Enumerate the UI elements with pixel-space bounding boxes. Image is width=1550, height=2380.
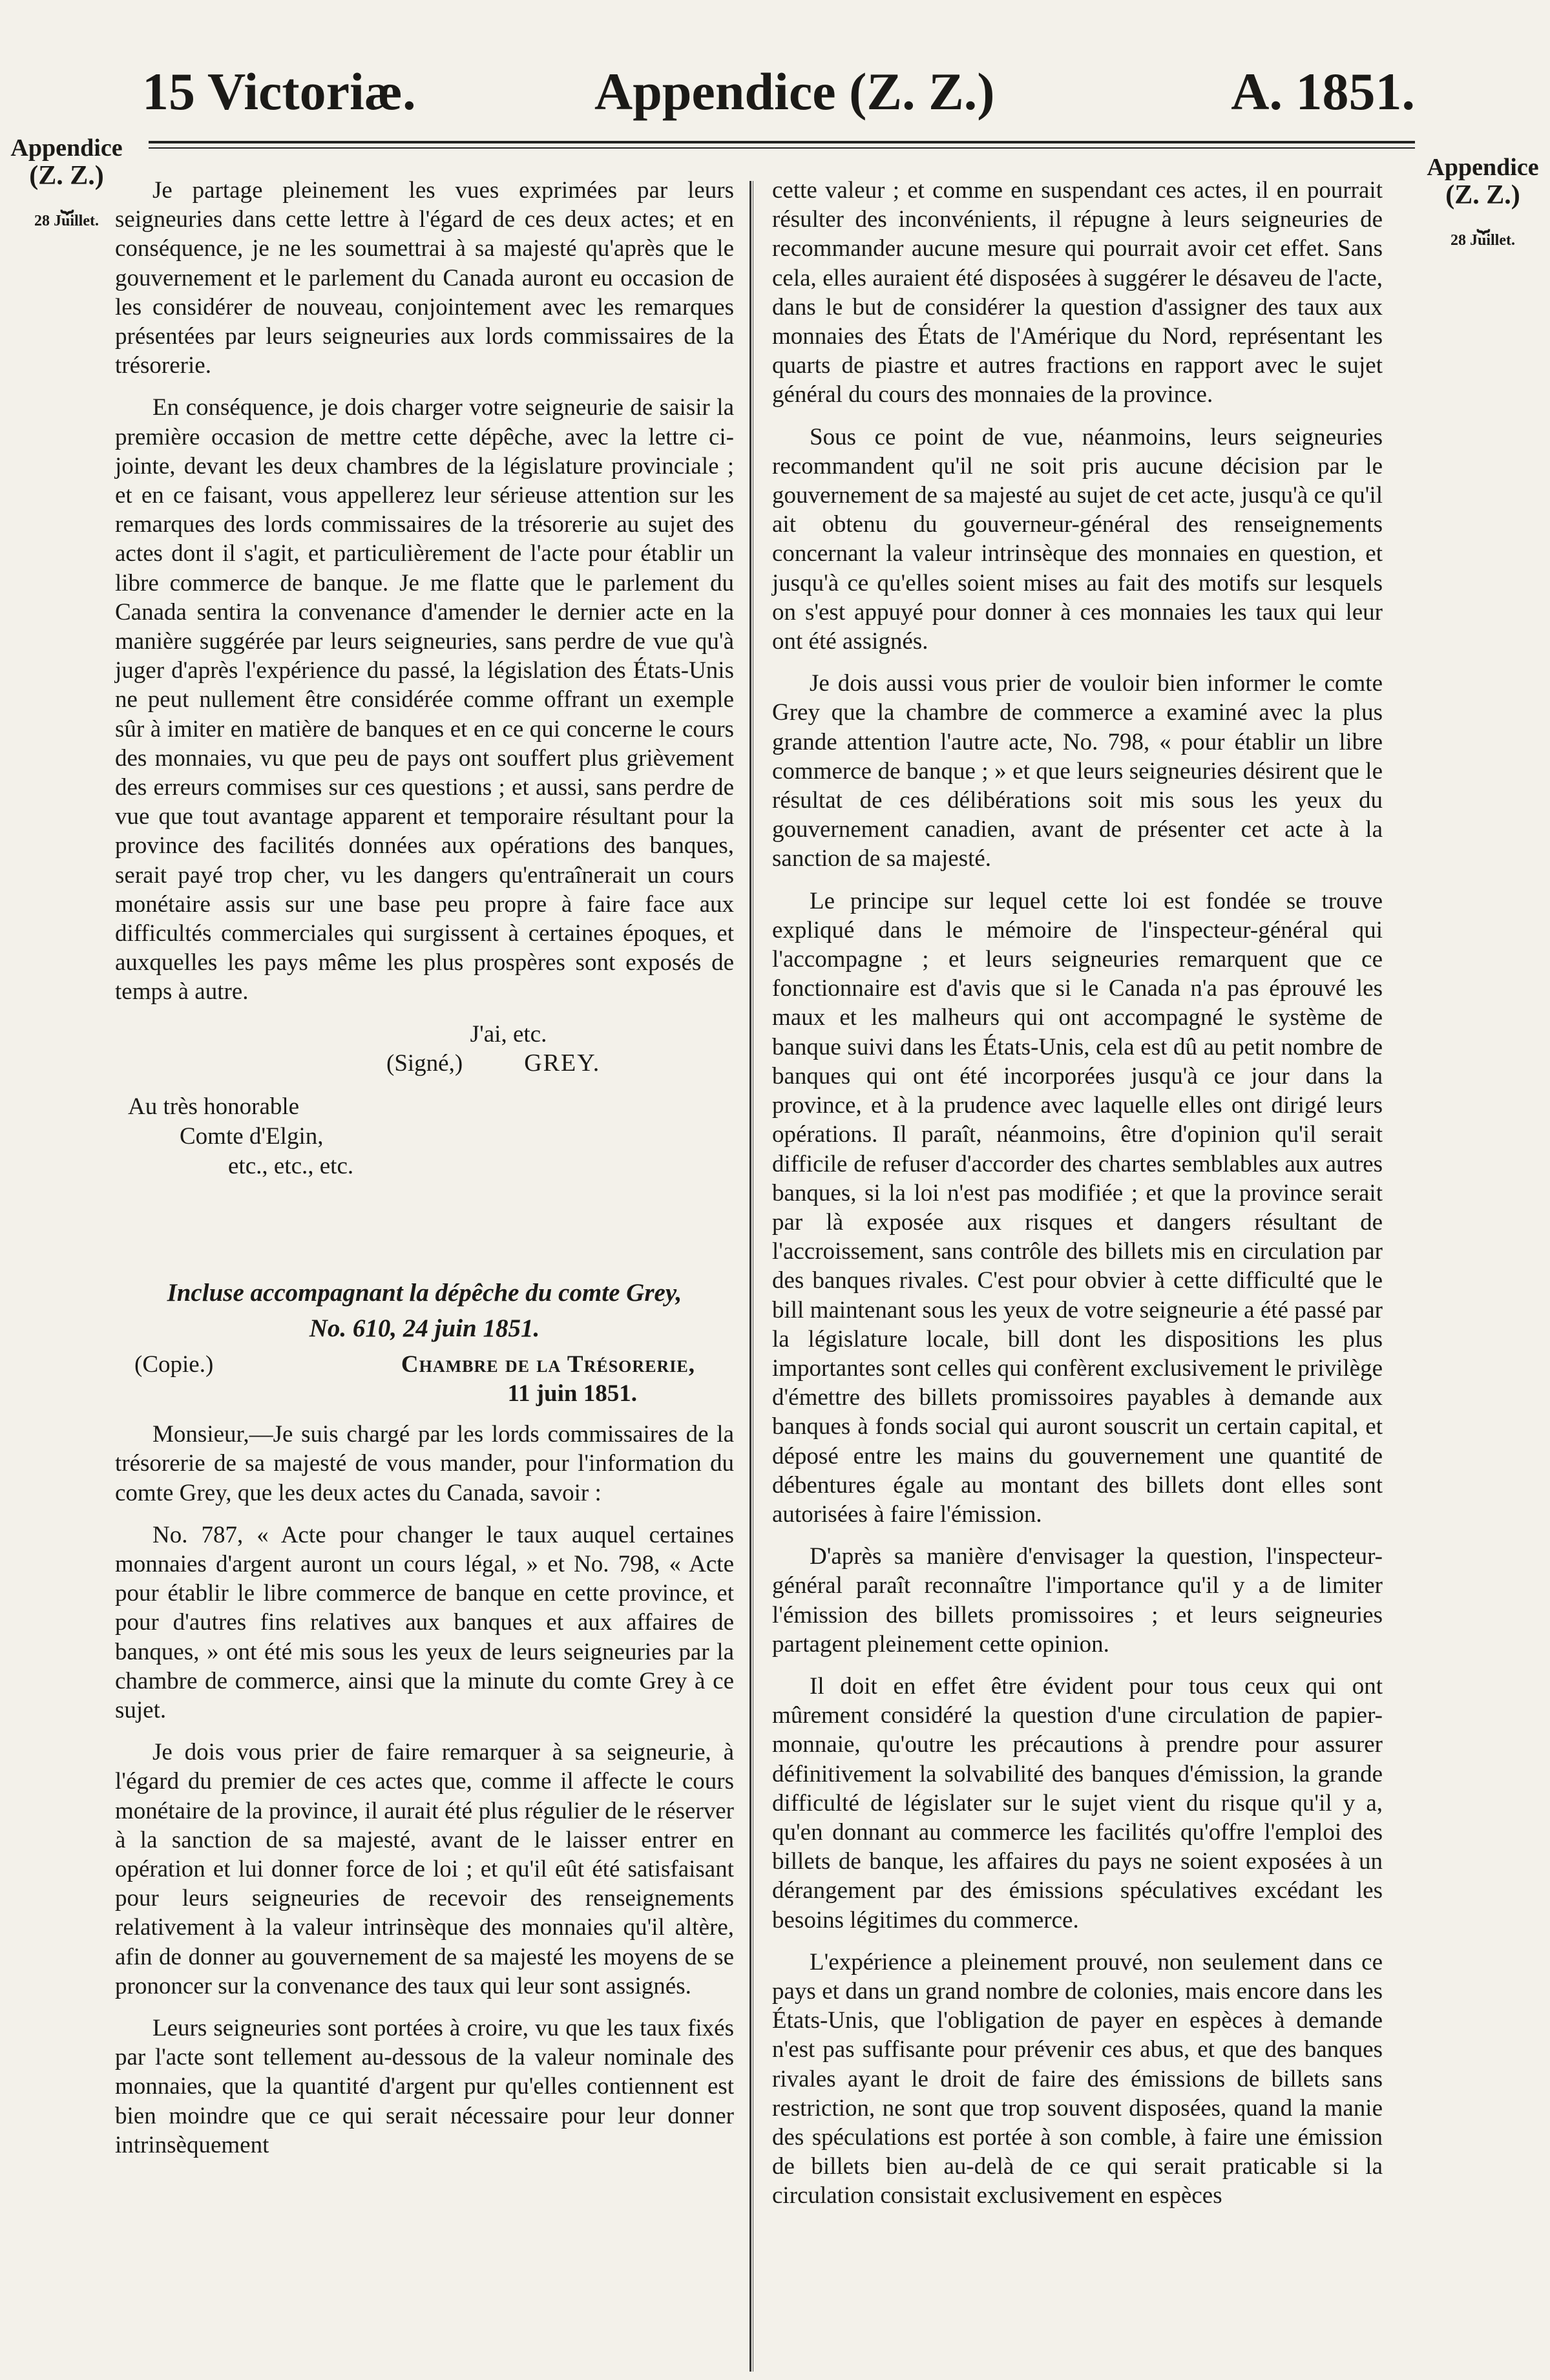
enclosure-subtitle: No. 610, 24 juin 1851. (309, 1314, 540, 1343)
signature-line (115, 1049, 734, 1078)
paragraph: L'expérience a pleinement prouvé, non seulement dans ce pays et dans un grand nombre de colonies, mais encore dans les États-Unis, que l'obligation de payer en espèces à demande n'est pas suffisante pour prévenir ces abus, et que des banques rivales ayant le droit de faire des émissions de billets sans restriction, ne sont que trop souvent disposées, quand la manie des spéculations est portée à son comble, à faire une émission de billets bien au-delà de ce qui serait praticable si la circulation consistait exclusivement en espèces (772, 1948, 1383, 2209)
paragraph: D'après sa manière d'envisager la question, l'inspecteur-général paraît reconnaître l'importance qu'il y a de limiter l'émission des billets promissoires ; et leurs seigneuries partagent pleinement cette opinion. (772, 1543, 1383, 1658)
margin-appendix-code: (Z. Z.) (1445, 180, 1520, 210)
copy-label: (Copie.) (134, 1351, 214, 1378)
header-session: 15 Victoriæ. (142, 62, 416, 121)
paragraph: No. 787, « Acte pour changer le taux auquel certaines monnaies d'argent auront un cours légal, » et No. 798, « Acte pour établir le libre commerce de banque en cette province, et pour d'autres fins relatives aux banques et aux affaires de banques, » ont été mis sous les yeux de leurs seigneuries par la chambre de commerce, ainsi que la minute du comte Grey à ce sujet. (115, 1521, 734, 1723)
paragraph: Monsieur,—Je suis chargé par les lords commissaires de la trésorerie de sa majesté de vous mander, pour l'information du comte Grey, que les deux actes du Canada, savoir : (115, 1421, 734, 1506)
margin-note-right (1418, 155, 1547, 249)
signed-label: (Signé,) (386, 1049, 463, 1077)
paragraph: En conséquence, je dois charger votre seigneurie de saisir la première occasion de mettre cette dépêche, avec la lettre ci-jointe, devant les deux chambres de la législature provinciale ; et en ce faisant, vous appellerez leur sérieuse attention sur les remarques des lords commissaires de la trésorerie au sujet des actes dont il s'agit, et particulièrement de l'acte pour établir un libre commerce de banque. Je me flatte que le parlement du Canada sentira la convenance d'amender le dernier acte en la manière suggérée par leurs seigneuries, sans perdre de vue qu'à juger d'après l'expérience du passé, la législation des États-Unis ne peut nullement être considérée comme offrant un exemple sûr à imiter en matière de banques et en ce qui concerne le cours des monnaies, vu que peu de pays ont souffert plus grièvement des erreurs commises sur ces questions ; et aussi, sans perdre de vue que tout avantage apparent et temporaire résultant pour la province des facilités données aux opérations des banques, serait payé trop cher, vu les dangers qu'entraînerait un cours monétaire assis sur une base peu propre à faire face aux difficultés commerciales qui surgissent à certaines époques, et auxquelles les pays même les plus prospères sont exposés de temps à autre. (115, 394, 734, 1006)
closing: J'ai, etc. (470, 1020, 547, 1048)
right-column (772, 176, 1383, 2224)
header-rule (149, 141, 1415, 143)
margin-appendix-label: Appendice (1427, 154, 1539, 181)
treasury-heading: Chambre de la Trésorerie, (401, 1351, 695, 1378)
paragraph: cette valeur ; et comme en suspendant ces actes, il en pourrait résulter des inconvénients, il répugne à leurs seigneuries de recommander aucune mesure qui pourrait avoir cet effet. Sans cela, elles auraient été disposées à suggérer le désaveu de l'acte, dans le but de considérer la question d'assigner des taux aux monnaies des États de l'Amérique du Nord, représentant les quarts de piastre et autres fractions en rapport avec le sujet général du cours des monnaies de la province. (772, 177, 1383, 408)
brace-icon: ⏟ (60, 189, 73, 213)
header-year: A. 1851. (1231, 62, 1415, 121)
paragraph: Je partage pleinement les vues exprimées par leurs seigneuries dans cette lettre à l'égard de ces deux actes; et en conséquence, je ne les soumettrai à sa majesté qu'après que le gouvernement et le parlement du Canada auront eu occasion de les considérer de nouveau, conjointement avec les remarques présentées par leurs seigneuries aux lords commissaires de la trésorerie. (115, 177, 734, 379)
header-appendix: Appendice (Z. Z.) (594, 62, 995, 121)
paragraph: Je dois aussi vous prier de vouloir bien informer le comte Grey que la chambre de commerce a examiné avec la plus grande attention l'autre acte, No. 798, « pour établir un libre commerce de banque ; » et que leurs seigneuries désirent que le résultat de ces délibérations soit mis sous les yeux du gouvernement canadien, avant de présenter cet acte à la sanction de sa majesté. (772, 670, 1383, 872)
header-rule-thin (149, 147, 1415, 149)
brace-icon: ⏟ (1476, 208, 1489, 233)
margin-date: 28 Juillet. (34, 212, 99, 229)
enclosure-title: Incluse accompagnant la dépêche du comte Grey, (167, 1279, 682, 1307)
signature-name: GREY. (524, 1049, 601, 1077)
margin-note-left (5, 136, 128, 229)
paragraph: Leurs seigneuries sont portées à croire, vu que les taux fixés par l'acte sont tellement au-dessous de la valeur nominale des monnaies, que la quantité d'argent pur qu'elles contiennent est bien moindre que ce qui serait nécessaire pour leur donner intrinsèquement (115, 2014, 734, 2158)
margin-date: 28 Juillet. (1451, 231, 1515, 249)
paragraph: Je dois vous prier de faire remarquer à sa seigneurie, à l'égard du premier de ces actes que, comme il affecte le cours monétaire de la province, il aurait été plus régulier de le réserver à la sanction de sa majesté, avant de le laisser entrer en opération et lui donner force de loi ; et qu'il eût été satisfaisant pour leurs seigneuries de recevoir des renseignements relativement à la valeur intrinsèque des monnaies qu'il altère, afin de donner au gouvernement de sa majesté les moyens de se prononcer sur la convenance des taux qui leur sont assignés. (115, 1739, 734, 1999)
margin-appendix-label: Appendice (10, 134, 123, 162)
addressee: etc., etc., etc. (228, 1153, 354, 1180)
spacer (115, 1181, 734, 1278)
paragraph: Sous ce point de vue, néanmoins, leurs seigneuries recommandent qu'il ne soit pris aucune décision par le gouvernement de sa majesté au sujet de cet acte, jusqu'à ce qu'il ait obtenu du gouverneur-général des renseignements concernant la valeur intrinsèque des monnaies en question, et jusqu'à ce qu'elles soient mises au fait des motifs sur lesquels on s'est appuyé pour donner à ces monnaies les taux qui leur ont été assignés. (772, 423, 1383, 655)
letter-date: 11 juin 1851. (507, 1380, 637, 1407)
left-column (115, 176, 734, 2173)
addressee: Au très honorable (128, 1093, 300, 1121)
paragraph: Le principe sur lequel cette loi est fondée se trouve expliqué dans le mémoire de l'inspecteur-général qui l'accompagne ; et leurs seigneuries remarquent que ce fonctionnaire est d'avis que si le Canada n'a pas éprouvé les maux et les malheurs qui ont accompagné le système de banque suivi dans les États-Unis, cela est dû au petit nombre de banques qui ont été incorporées jusqu'à ce jour dans la province, et à la prudence avec laquelle elles ont dirigé leurs opérations. Il paraît, néanmoins, être d'opinion qu'il serait difficile de refuser d'accorder des chartes semblables aux autres banques, si la loi n'est pas modifiée ; et que la province serait par là exposée aux risques et dangers résultant de l'accroissement, sans contrôle des billets mis en circulation par des banques rivales. C'est pour obvier à cette difficulté que le bill maintenant sous les yeux de votre seigneurie a été passé par la législature locale, bill dont les dispositions les plus importantes sont celles qui confèrent exclusivement le privilège d'émettre des billets promissoires payables à demande aux banques à fonds social qui auront souscrit un certain capital, et déposé entre les mains du gouvernement une quantité de débentures égale au montant des billets dont elles sont autorisées à faire l'émission. (772, 887, 1383, 1528)
running-header (129, 61, 1415, 132)
addressee: Comte d'Elgin, (180, 1123, 324, 1150)
column-divider (749, 181, 751, 2372)
paragraph: Il doit en effet être évident pour tous ceux qui ont mûrement considéré la question d'une circulation de papier-monnaie, qu'outre les précautions à prendre pour assurer définitivement la solvabilité des banques d'émission, la grande difficulté de législater sur le sujet vient du risque qu'il y a, qu'en donnant au commerce les facilités qu'offre l'emploi des billets de banque, les affaires du pays ne soient exposées à un dérangement par des émissions spéculatives excédant les besoins légitimes du commerce. (772, 1672, 1383, 1933)
margin-appendix-code: (Z. Z.) (29, 160, 104, 191)
